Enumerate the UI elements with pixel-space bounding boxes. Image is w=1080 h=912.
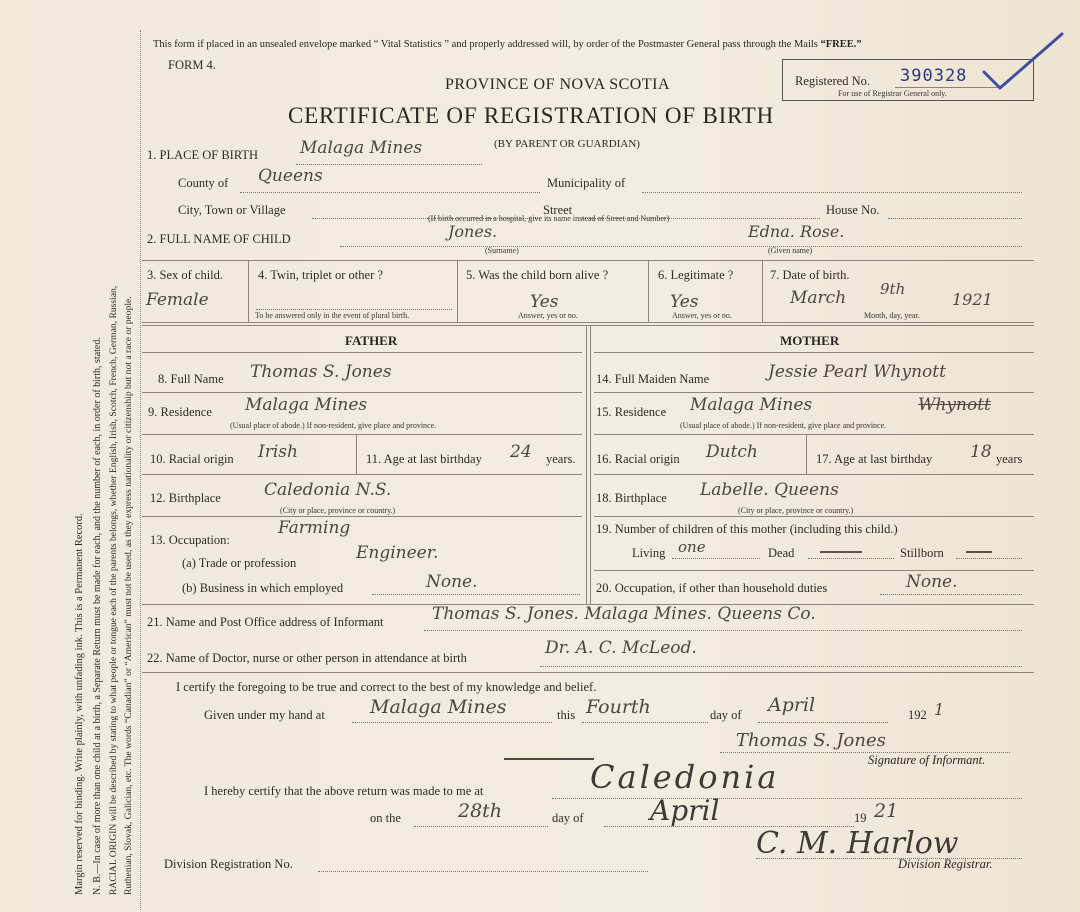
margin-note-binding: Margin reserved for binding. Write plainly, with unfading ink. This is a Permanent Record. <box>74 513 85 895</box>
return-year-suffix: 21 <box>874 800 899 822</box>
born-alive-note: Answer, yes or no. <box>518 311 578 320</box>
informant-signature: Thomas S. Jones <box>736 730 886 751</box>
mother-age-label: 17. Age at last birthday <box>816 452 933 466</box>
mother-residence-value: Malaga Mines <box>690 395 813 415</box>
place-of-birth-label: 1. PLACE OF BIRTH <box>147 148 259 162</box>
province: PROVINCE OF NOVA SCOTIA <box>445 76 671 93</box>
legitimate-label: 6. Legitimate ? <box>658 268 734 282</box>
father-residence-value: Malaga Mines <box>245 395 368 415</box>
father-header: FATHER <box>345 333 398 348</box>
street-note: (If birth occurred in a hospital, give its name instead of Street and Number) <box>428 214 670 223</box>
twin-label: 4. Twin, triplet or other ? <box>258 268 383 282</box>
birth-date-label: 7. Date of birth. <box>770 268 850 282</box>
sex-label: 3. Sex of child. <box>147 268 224 282</box>
return-month-value: April <box>650 794 720 827</box>
street-label: Street <box>543 203 573 217</box>
county-value: Queens <box>258 166 323 186</box>
house-label: House No. <box>826 203 880 217</box>
given-year-suffix: 1 <box>934 700 945 719</box>
return-day-of-label: day of <box>552 811 584 825</box>
mother-residence-label: 15. Residence <box>596 405 667 419</box>
given-day-value: Fourth <box>586 696 651 718</box>
children-living-label: Living <box>632 546 666 560</box>
father-residence-label: 9. Residence <box>148 405 212 419</box>
born-alive-value: Yes <box>530 292 559 312</box>
birth-date-year: 1921 <box>952 290 993 309</box>
father-age-unit: years. <box>546 452 576 466</box>
margin-note-multiple-births: N. B.—In case of more than one child at a birth, a Separate Return must be made for each, and the number of each, in order of birth, stated. <box>92 337 103 895</box>
child-surname-note: (Surname) <box>485 246 519 255</box>
margin-line <box>140 30 141 910</box>
born-alive-label: 5. Was the child born alive ? <box>466 268 609 282</box>
father-trade-label: (a) Trade or profession <box>182 556 297 570</box>
mother-birthplace-value: Labelle. Queens <box>700 480 839 500</box>
birth-date-month: March <box>790 288 847 308</box>
child-given-note: (Given name) <box>768 246 813 255</box>
informant-label: 21. Name and Post Office address of Informant <box>147 615 384 629</box>
father-racial-label: 10. Racial origin <box>150 452 234 466</box>
given-under-label: Given under my hand at <box>204 708 325 722</box>
child-name-label: 2. FULL NAME OF CHILD <box>147 232 291 246</box>
father-business-label: (b) Business in which employed <box>182 581 344 595</box>
return-day-value: 28th <box>458 800 503 822</box>
mother-name-label: 14. Full Maiden Name <box>596 372 710 386</box>
given-day-of-label: day of <box>710 708 742 722</box>
registered-note: For use of Registrar General only. <box>838 89 947 98</box>
city-label: City, Town or Village <box>178 203 286 217</box>
return-statement: I hereby certify that the above return was made to me at <box>204 784 484 798</box>
given-place-value: Malaga Mines <box>370 696 507 718</box>
father-trade-value: Engineer. <box>356 543 439 563</box>
mail-notice-text: This form if placed in an unsealed envelope marked “ Vital Statistics ” and properly addressed will, by order of the Postmaster General pass through the Mails <box>153 39 818 50</box>
mother-residence-note: (Usual place of abode.) If non-resident, give place and province. <box>680 421 887 430</box>
children-stillborn-label: Stillborn <box>900 546 944 560</box>
attendant-value: Dr. A. C. McLeod. <box>545 638 697 658</box>
municipality-label: Municipality of <box>547 176 626 190</box>
children-stillborn-dash <box>966 551 992 553</box>
registrar-signature: C. M. Harlow <box>756 826 959 861</box>
children-dead-dash <box>820 551 862 553</box>
mother-name-value: Jessie Pearl Whynott <box>768 362 946 382</box>
mother-age-value: 18 <box>970 442 992 462</box>
father-age-label: 11. Age at last birthday <box>366 452 482 466</box>
certify-rule <box>504 758 594 760</box>
given-this-label: this <box>557 708 576 722</box>
father-birthplace-label: 12. Birthplace <box>150 491 221 505</box>
mother-birthplace-note: (City or place, province or country.) <box>738 506 854 515</box>
mother-occupation-value: None. <box>906 572 958 592</box>
page-title: CERTIFICATE OF REGISTRATION OF BIRTH <box>288 103 775 128</box>
mother-age-unit: years <box>996 452 1023 466</box>
children-living-value: one <box>678 538 706 556</box>
father-occupation-label: 13. Occupation: <box>150 533 230 547</box>
check-mark-icon <box>978 28 1068 94</box>
return-on-label: on the <box>370 811 401 825</box>
birth-date-note: Month, day, year. <box>864 311 920 320</box>
subtitle: (BY PARENT OR GUARDIAN) <box>494 138 640 150</box>
mail-notice <box>153 39 862 50</box>
father-birthplace-value: Caledonia N.S. <box>264 480 392 500</box>
certify-statement: I certify the foregoing to be true and correct to the best of my knowledge and belief. <box>176 680 597 694</box>
father-birthplace-note: (City or place, province or country.) <box>280 506 396 515</box>
county-label: County of <box>178 176 229 190</box>
mail-notice-free: “FREE.” <box>820 39 862 50</box>
children-count-label: 19. Number of children of this mother (including this child.) <box>596 522 898 536</box>
birth-date-day: 9th <box>880 280 906 298</box>
place-of-birth-value: Malaga Mines <box>300 138 423 158</box>
father-age-value: 24 <box>510 442 532 462</box>
given-year-prefix: 192 <box>908 708 927 722</box>
father-residence-note: (Usual place of abode.) If non-resident, give place and province. <box>230 421 437 430</box>
informant-value: Thomas S. Jones. Malaga Mines. Queens Co. <box>432 604 816 624</box>
return-year-prefix: 19 <box>854 811 867 825</box>
father-name-value: Thomas S. Jones <box>250 362 392 382</box>
division-registration-label: Division Registration No. <box>164 857 293 871</box>
twin-note: To be answered only in the event of plural birth. <box>255 311 410 320</box>
attendant-label: 22. Name of Doctor, nurse or other person in attendance at birth <box>147 651 467 665</box>
margin-note-racial-origin-cont: Ruthenian, Slovak, Galician, etc. The words “Canadian” or “American” must not be used, as they express nationality or citizenship but not a race or people. <box>123 296 134 895</box>
mother-racial-value: Dutch <box>706 442 758 462</box>
registrar-label: Division Registrar. <box>898 857 993 871</box>
father-occupation-value: Farming <box>278 518 351 538</box>
margin-note-racial-origin: RACIAL ORIGIN will be described by stating to what people or tongue each of the parents belongs, whether English, Irish, Scotch, French, German, Russian, <box>108 285 119 895</box>
father-business-value: None. <box>426 572 478 592</box>
informant-signature-label: Signature of Informant. <box>868 753 986 767</box>
mother-occupation-label: 20. Occupation, if other than household duties <box>596 581 828 595</box>
return-place-value: Caledonia <box>590 758 780 796</box>
child-surname-value: Jones. <box>448 222 498 241</box>
legitimate-note: Answer, yes or no. <box>672 311 732 320</box>
mother-header: MOTHER <box>780 333 840 348</box>
form-number: FORM 4. <box>168 58 216 72</box>
registered-label: Registered No. <box>795 74 870 88</box>
child-given-value: Edna. Rose. <box>748 222 845 241</box>
mother-birthplace-label: 18. Birthplace <box>596 491 667 505</box>
registered-number: 390328 <box>900 66 968 86</box>
children-dead-label: Dead <box>768 546 795 560</box>
mother-racial-label: 16. Racial origin <box>596 452 680 466</box>
mother-residence-struck: Whynott <box>918 395 991 415</box>
father-racial-value: Irish <box>258 442 298 462</box>
given-month-value: April <box>768 694 816 716</box>
father-name-label: 8. Full Name <box>158 372 224 386</box>
legitimate-value: Yes <box>670 292 699 312</box>
sex-value: Female <box>146 290 209 310</box>
